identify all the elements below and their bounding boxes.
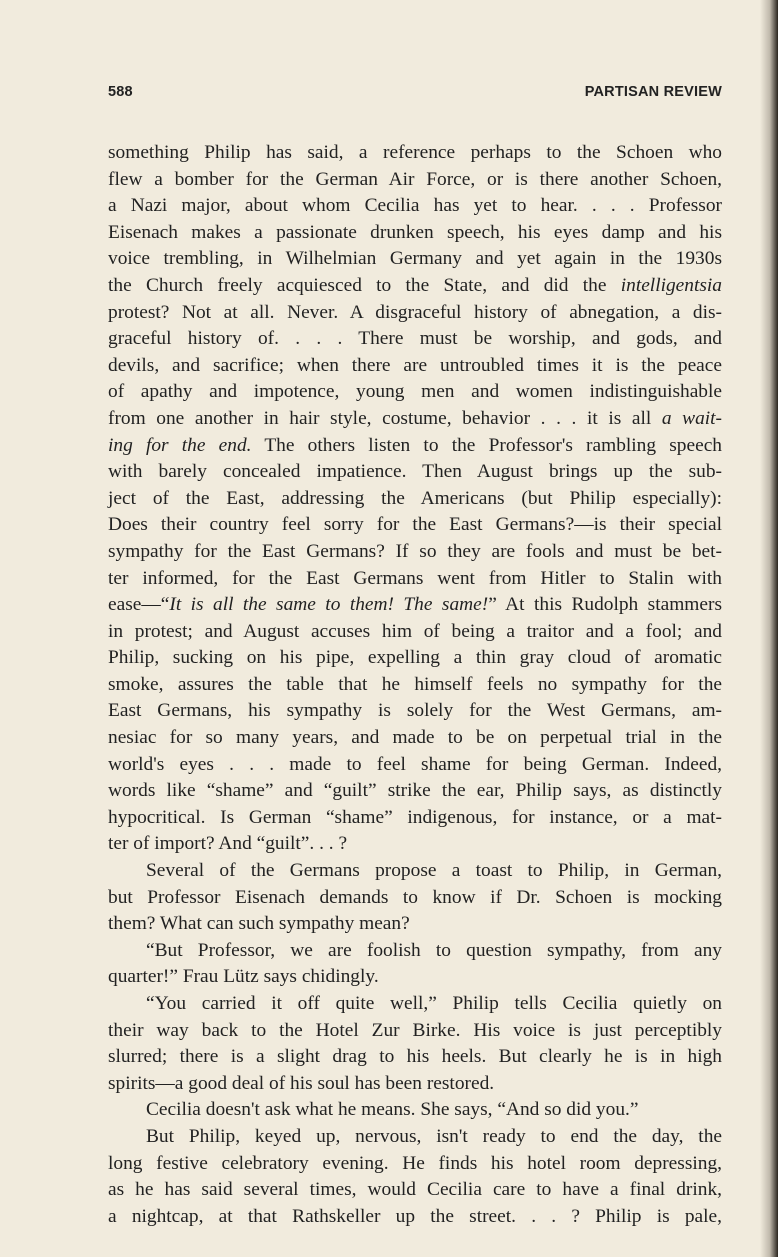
text-run: Eisenach makes a passionate drunken speech, his eyes damp and his — [108, 221, 722, 243]
text-run: smoke, assures the table that he himself feels no sympathy for the — [108, 673, 722, 695]
italic-run: a wait- — [661, 407, 722, 429]
text-run: East Germans, his sympathy is solely for the West Germans, am- — [108, 700, 722, 722]
text-run: ease—“ — [108, 594, 170, 616]
text-line — [108, 885, 722, 912]
text-line — [108, 193, 722, 220]
text-line — [108, 1071, 722, 1098]
text-line — [108, 539, 722, 566]
text-run: Several of the Germans propose a toast to Philip, in German, — [146, 860, 722, 882]
text-run: of apathy and impotence, young men and women indistinguishable — [108, 381, 722, 403]
page-number: 588 — [108, 84, 133, 100]
text-line — [108, 645, 722, 672]
text-run: quarter!” Frau Lütz says chidingly. — [108, 966, 379, 988]
text-run: But Philip, keyed up, nervous, isn't ready to end the day, the — [146, 1125, 722, 1147]
text-line — [108, 938, 722, 965]
text-line — [108, 512, 722, 539]
italic-run: intelligentsia — [620, 274, 722, 296]
text-run: voice trembling, in Wilhelmian Germany and yet again in the 1930s — [108, 248, 722, 270]
text-line — [108, 300, 722, 327]
text-line — [108, 1124, 722, 1151]
text-run: Cecilia doesn't ask what he means. She says, “And so did you.” — [146, 1099, 639, 1121]
text-line — [108, 406, 722, 433]
text-line — [108, 459, 722, 486]
text-run: as he has said several times, would Cecilia care to have a final drink, — [108, 1179, 722, 1201]
text-line — [108, 619, 722, 646]
text-line — [108, 326, 722, 353]
italic-run: It is all the same to them! The same! — [169, 594, 489, 616]
text-run: protest? Not at all. Never. A disgraceful history of abnegation, a dis- — [108, 301, 722, 323]
running-title: PARTISAN REVIEW — [584, 84, 722, 100]
text-line — [108, 1151, 722, 1178]
text-line — [108, 858, 722, 885]
text-run: hypocritical. Is German “shame” indigenous, for instance, or a mat- — [108, 806, 722, 828]
text-line — [108, 778, 722, 805]
text-run: something Philip has said, a reference perhaps to the Schoen who — [108, 142, 722, 163]
text-line — [108, 991, 722, 1018]
text-run: a Nazi major, about whom Cecilia has yet to hear. . . . Professor — [108, 195, 722, 217]
text-run: long festive celebratory evening. He finds his hotel room depressing, — [108, 1152, 722, 1174]
text-run: from one another in hair style, costume, behavior . . . it is all — [108, 407, 662, 429]
text-line — [108, 273, 722, 300]
text-run: “But Professor, we are foolish to question sympathy, from any — [146, 939, 722, 961]
text-run: ter informed, for the East Germans went from Hitler to Stalin with — [108, 567, 722, 589]
text-line — [108, 1018, 722, 1045]
italic-run: ing for the end. — [108, 434, 252, 456]
text-line — [108, 379, 722, 406]
text-line — [108, 486, 722, 513]
text-run: flew a bomber for the German Air Force, or is there another Schoen, — [108, 168, 722, 190]
page-edge-shadow — [760, 0, 778, 1257]
text-run: but Professor Eisenach demands to know if Dr. Schoen is mocking — [108, 886, 722, 908]
text-run: ” At this Rudolph stammers — [488, 594, 722, 616]
text-line — [108, 1097, 722, 1124]
text-run: Philip, sucking on his pipe, expelling a thin gray cloud of aromatic — [108, 647, 722, 669]
text-run: with barely concealed impatience. Then August brings up the sub- — [108, 461, 722, 483]
text-run: slurred; there is a slight drag to his heels. But clearly he is in high — [108, 1046, 722, 1068]
text-run: The others listen to the Professor's rambling speech — [251, 434, 722, 456]
text-run: world's eyes . . . made to feel shame for being German. Indeed, — [108, 753, 722, 775]
text-run: the Church freely acquiesced to the State, and did the — [108, 274, 621, 296]
text-line — [108, 752, 722, 779]
running-header — [108, 84, 722, 108]
text-line — [108, 592, 722, 619]
text-line — [108, 220, 722, 247]
text-run: “You carried it off quite well,” Philip tells Cecilia quietly on — [146, 993, 722, 1014]
text-line — [108, 140, 722, 167]
body-text — [108, 140, 722, 1230]
text-run: them? What can such sympathy mean? — [108, 913, 410, 935]
text-line — [108, 246, 722, 273]
text-line — [108, 1204, 722, 1231]
text-run: sympathy for the East Germans? If so they are fools and must be bet- — [108, 540, 722, 562]
text-run: their way back to the Hotel Zur Birke. His voice is just perceptibly — [108, 1019, 722, 1041]
text-line — [108, 433, 722, 460]
text-run: a nightcap, at that Rathskeller up the street. . . ? Philip is pale, — [108, 1205, 722, 1227]
text-line — [108, 672, 722, 699]
text-run: graceful history of. . . . There must be worship, and gods, and — [108, 328, 722, 350]
text-run: words like “shame” and “guilt” strike the ear, Philip says, as distinctly — [108, 780, 722, 802]
text-run: nesiac for so many years, and made to be on perpetual trial in the — [108, 727, 722, 749]
text-line — [108, 1177, 722, 1204]
text-line — [108, 1044, 722, 1071]
text-line — [108, 353, 722, 380]
text-line — [108, 805, 722, 832]
text-line — [108, 167, 722, 194]
text-run: spirits—a good deal of his soul has been restored. — [108, 1072, 495, 1094]
text-line — [108, 911, 722, 938]
text-line — [108, 698, 722, 725]
text-line — [108, 725, 722, 752]
text-line — [108, 566, 722, 593]
text-line — [108, 831, 722, 858]
text-run: ject of the East, addressing the Americans (but Philip especially): — [108, 487, 722, 509]
text-run: devils, and sacrifice; when there are untroubled times it is the peace — [108, 354, 722, 376]
text-line — [108, 964, 722, 991]
text-run: ter of import? And “guilt”. . . ? — [108, 833, 348, 855]
text-run: Does their country feel sorry for the East Germans?—is their special — [108, 514, 722, 536]
text-run: in protest; and August accuses him of being a traitor and a fool; and — [108, 620, 722, 642]
